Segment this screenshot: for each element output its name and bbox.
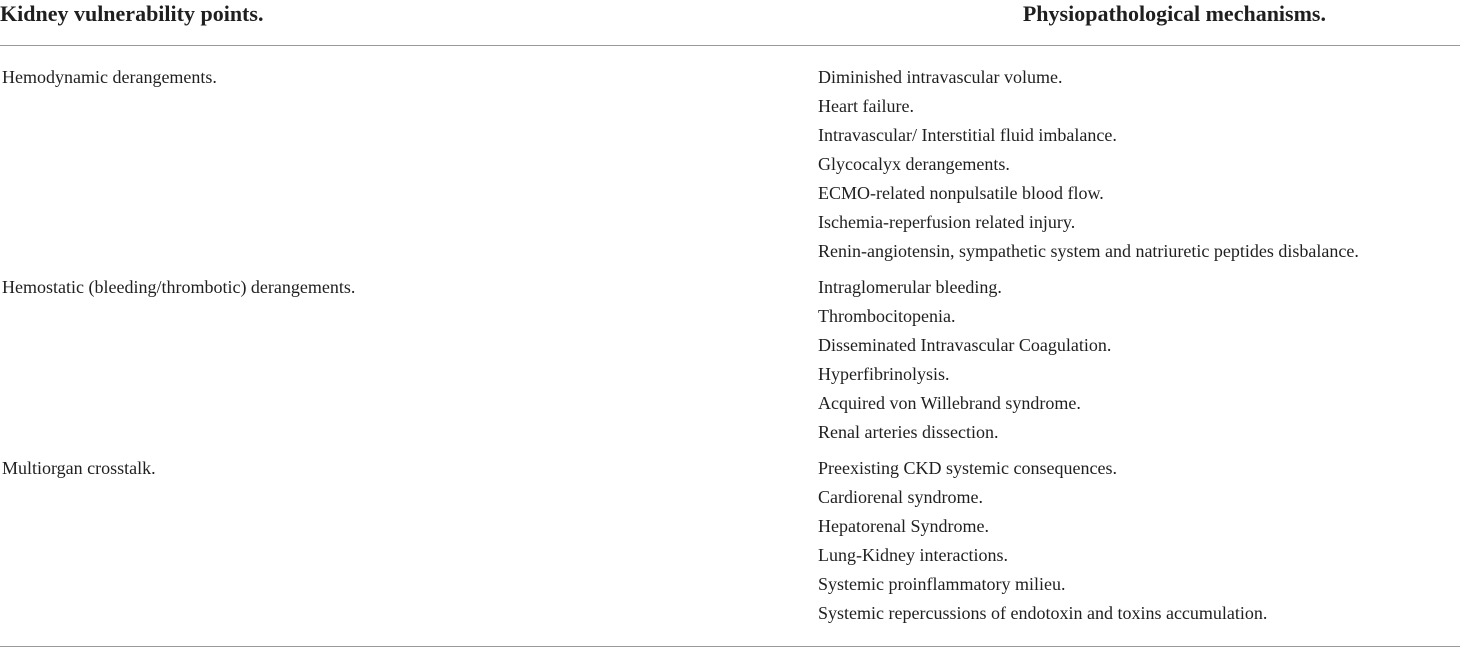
mechanism-list: [818, 454, 1267, 628]
mechanism-item: ECMO-related nonpulsatile blood flow.: [818, 183, 1104, 203]
mechanism-item: Systemic proinflammatory milieu.: [818, 574, 1066, 594]
header-divider: [0, 45, 1460, 46]
mechanism-item: Disseminated Intravascular Coagulation.: [818, 335, 1112, 355]
column-header-mechanisms: Physiopathological mechanisms.: [1022, 1, 1326, 26]
mechanism-item: Renin-angiotensin, sympathetic system and natriuretic peptides disbalance.: [818, 241, 1359, 261]
mechanism-item: Ischemia-reperfusion related injury.: [818, 212, 1076, 232]
mechanism-item: Intravascular/ Interstitial fluid imbalance.: [818, 125, 1117, 145]
mechanism-list: [818, 273, 1111, 447]
mechanism-item: Glycocalyx derangements.: [818, 154, 1010, 174]
mechanism-item: Lung-Kidney interactions.: [818, 545, 1008, 565]
mechanism-item: Heart failure.: [818, 96, 914, 116]
table-header: [0, 0, 1460, 44]
vulnerability-label: Hemodynamic derangements.: [2, 67, 217, 87]
mechanism-item: Preexisting CKD systemic consequences.: [818, 458, 1117, 478]
mechanism-item: Acquired von Willebrand syndrome.: [818, 393, 1081, 413]
mechanism-item: Hyperfibrinolysis.: [818, 364, 950, 384]
vulnerability-label: Hemostatic (bleeding/thrombotic) derangements.: [2, 277, 356, 297]
mechanism-item: Cardiorenal syndrome.: [818, 487, 983, 507]
mechanism-item: Intraglomerular bleeding.: [818, 277, 1002, 297]
mechanism-item: Hepatorenal Syndrome.: [818, 516, 989, 536]
table-bottom-rule: [0, 646, 1460, 647]
mechanism-item: Systemic repercussions of endotoxin and toxins accumulation.: [818, 603, 1268, 623]
vulnerability-label: Multiorgan crosstalk.: [2, 458, 156, 478]
column-header-vulnerability: Kidney vulnerability points.: [0, 1, 264, 26]
mechanism-item: Renal arteries dissection.: [818, 422, 999, 442]
mechanism-item: Diminished intravascular volume.: [818, 67, 1063, 87]
mechanism-item: Thrombocitopenia.: [818, 306, 956, 326]
mechanism-list: [818, 63, 1359, 266]
